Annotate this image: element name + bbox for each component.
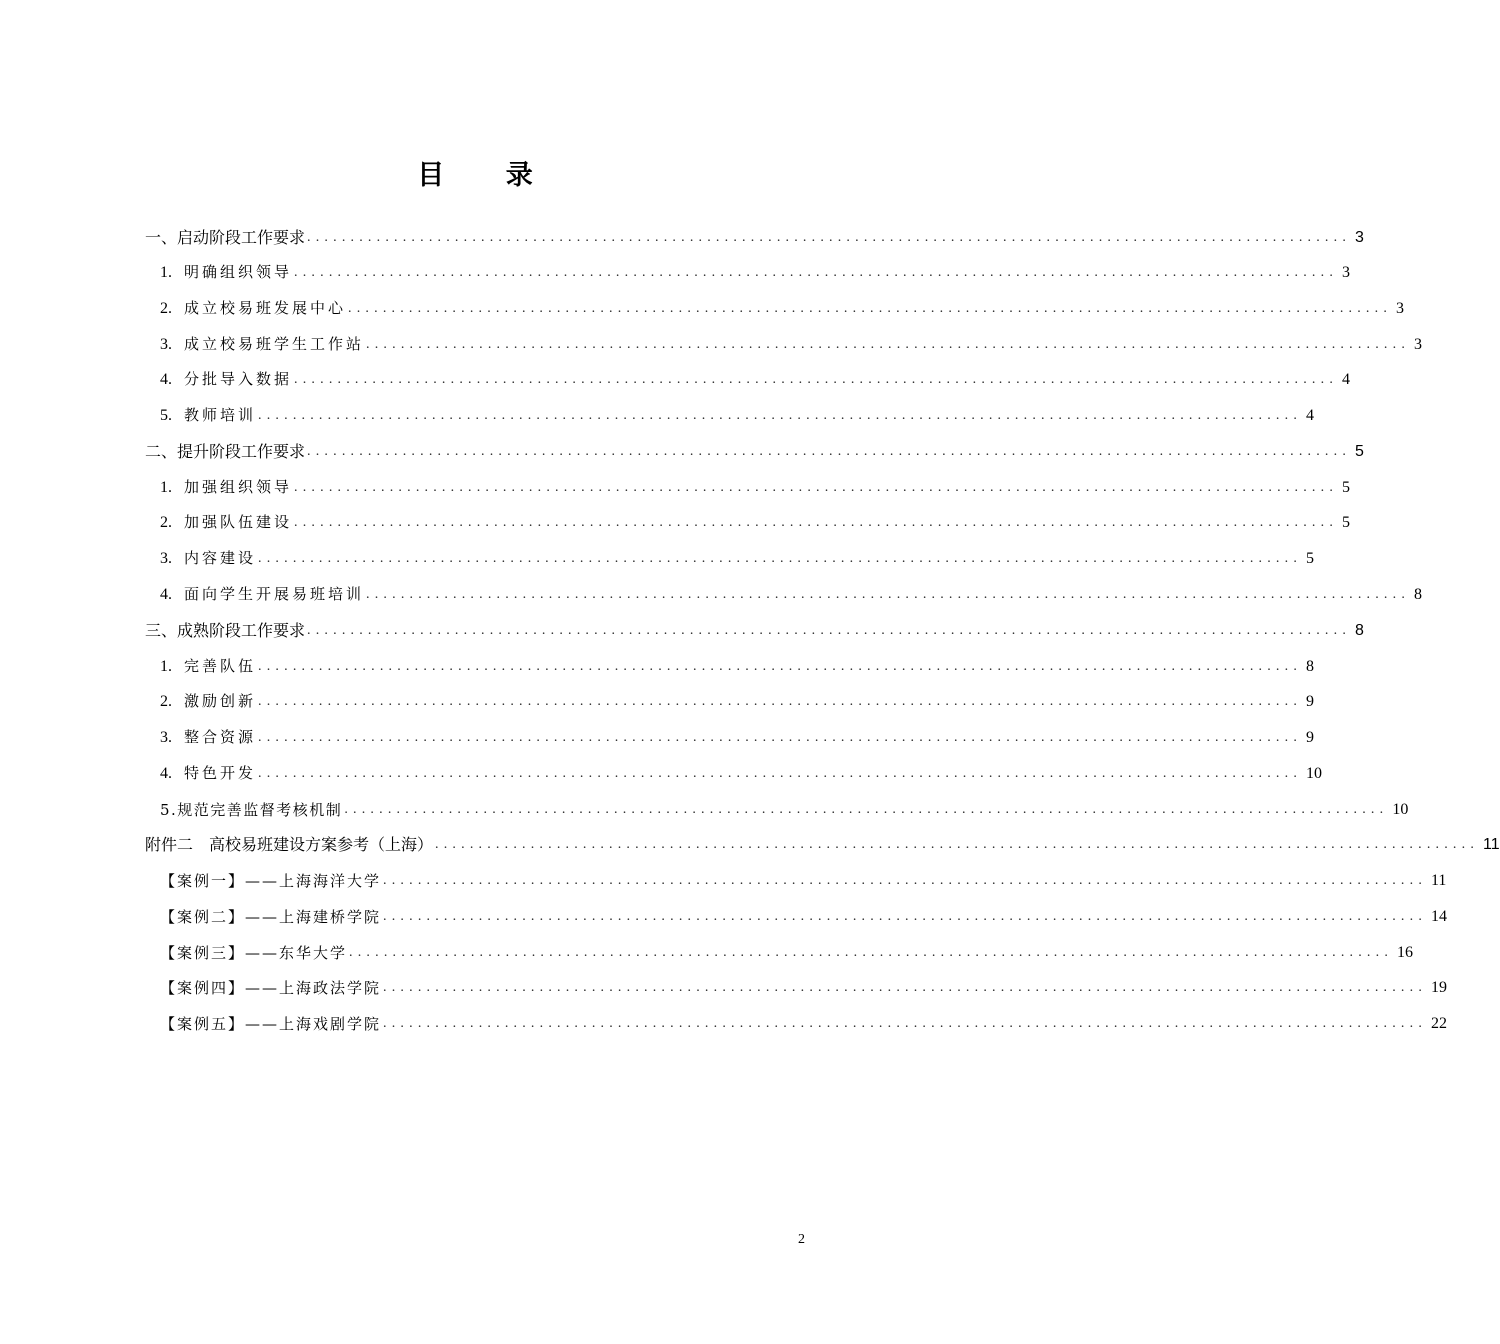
toc-entry[interactable] bbox=[160, 475, 1351, 499]
toc-entry[interactable] bbox=[160, 940, 1414, 964]
toc-entry-page: 8 bbox=[1306, 658, 1315, 675]
toc-entry-page: 4 bbox=[1342, 371, 1351, 388]
toc-entry-page: 3 bbox=[1396, 300, 1405, 317]
toc-leader-dots: ........................................................................................................................ bbox=[258, 551, 1303, 566]
toc-entry-number: 3. bbox=[160, 550, 172, 567]
page-number: 2 bbox=[798, 1232, 805, 1247]
toc-leader-dots: ........................................................................................................................ bbox=[294, 265, 1339, 280]
toc-entry-number: 2. bbox=[160, 514, 172, 531]
toc-leader-dots: ........................................................................................................................ bbox=[349, 945, 1394, 960]
toc-entry[interactable] bbox=[160, 904, 1448, 928]
toc-leader-dots: ........................................................................................................................ bbox=[258, 659, 1303, 674]
toc-leader-dots: ........................................................................................................................ bbox=[294, 372, 1339, 387]
toc-entry-page: 5 bbox=[1355, 443, 1364, 460]
toc-entry-title: 分批导入数据 bbox=[184, 370, 293, 388]
toc-entry-page: 4 bbox=[1306, 407, 1315, 424]
toc-leader-dots: ........................................................................................................................ bbox=[383, 873, 1428, 888]
toc-leader-dots: ........................................................................................................................ bbox=[366, 337, 1411, 352]
toc-entry-page: 22 bbox=[1431, 1015, 1448, 1032]
toc-leader-dots: ........................................................................................................................ bbox=[383, 909, 1428, 924]
toc-entry-title: 内容建设 bbox=[184, 549, 257, 567]
toc-entry-title: 成立校易班发展中心 bbox=[184, 299, 347, 317]
toc-entry-page: 5 bbox=[1342, 514, 1351, 531]
toc-entry-page: 5 bbox=[1306, 550, 1315, 567]
toc-entry[interactable] bbox=[145, 618, 1364, 642]
toc-leader-dots: ........................................................................................................................ bbox=[258, 694, 1303, 709]
toc-entry[interactable] bbox=[160, 975, 1448, 999]
toc-entry-title: 整合资源 bbox=[184, 728, 257, 746]
toc-entry[interactable] bbox=[160, 260, 1351, 284]
toc-entry-number: 1. bbox=[160, 479, 172, 496]
toc-entry-number: 4. bbox=[160, 586, 172, 603]
toc-entry-title: 一、启动阶段工作要求 bbox=[145, 228, 306, 247]
toc-entry-number: 3. bbox=[160, 729, 172, 746]
toc-entry-page: 10 bbox=[1306, 765, 1323, 782]
toc-entry-page: 19 bbox=[1431, 979, 1448, 996]
toc-entry[interactable] bbox=[160, 367, 1351, 391]
toc-leader-dots: ........................................................................................................................ bbox=[383, 980, 1428, 995]
toc-entry-title: 教师培训 bbox=[184, 406, 257, 424]
toc-entry-page: 3 bbox=[1355, 229, 1364, 246]
toc-entry-title: 附件二 高校易班建设方案参考（上海） bbox=[145, 835, 434, 854]
toc-leader-dots: ........................................................................................................................ bbox=[366, 587, 1411, 602]
toc-entry-title: 面向学生开展易班培训 bbox=[184, 585, 365, 603]
toc-leader-dots: ........................................................................................................................ bbox=[307, 444, 1352, 459]
toc-entry-title: 【案例四】——上海政法学院 bbox=[160, 979, 382, 997]
toc-entry[interactable] bbox=[160, 403, 1315, 427]
toc-entry[interactable] bbox=[160, 725, 1315, 749]
toc-entry-page: 16 bbox=[1397, 944, 1414, 961]
toc-entry-page: 5 bbox=[1342, 479, 1351, 496]
toc-entry-number: 1. bbox=[160, 264, 172, 281]
toc-entry-page: 9 bbox=[1306, 729, 1315, 746]
toc-entry-number: 1. bbox=[160, 658, 172, 675]
toc-leader-dots: ........................................................................................................................ bbox=[383, 1016, 1428, 1031]
toc-leader-dots: ........................................................................................................................ bbox=[307, 230, 1352, 245]
toc-leader-dots: ........................................................................................................................ bbox=[294, 480, 1339, 495]
toc-entry-page: 3 bbox=[1414, 336, 1423, 353]
toc-entry-title: 激励创新 bbox=[184, 692, 257, 710]
toc-leader-dots: ........................................................................................................................ bbox=[348, 301, 1393, 316]
toc-leader-dots: ........................................................................................................................ bbox=[344, 802, 1389, 817]
toc-entry[interactable] bbox=[145, 832, 1500, 856]
toc-leader-dots: ........................................................................................................................ bbox=[307, 623, 1352, 638]
toc-entry-number: 4. bbox=[160, 765, 172, 782]
toc-entry-page: 14 bbox=[1431, 908, 1448, 925]
toc-entry[interactable] bbox=[160, 1011, 1448, 1035]
toc-entry-title: 二、提升阶段工作要求 bbox=[145, 442, 306, 461]
toc-entry-page: 8 bbox=[1414, 586, 1423, 603]
toc-entry-page: 11 bbox=[1483, 836, 1500, 853]
toc-entry-title: 加强组织领导 bbox=[184, 478, 293, 496]
toc-entry-title: 5.规范完善监督考核机制 bbox=[160, 801, 343, 819]
toc-entry[interactable] bbox=[160, 797, 1409, 821]
toc-entry-number: 2. bbox=[160, 693, 172, 710]
toc-leader-dots: ........................................................................................................................ bbox=[258, 730, 1303, 745]
toc-leader-dots: ........................................................................................................................ bbox=[294, 515, 1339, 530]
toc-entry[interactable] bbox=[160, 296, 1405, 320]
toc-entry-page: 10 bbox=[1392, 801, 1409, 818]
toc-entry[interactable] bbox=[160, 654, 1315, 678]
toc-entry-page: 11 bbox=[1431, 872, 1447, 889]
toc-entry[interactable] bbox=[160, 546, 1315, 570]
toc-entry-number: 5. bbox=[160, 407, 172, 424]
toc-entry[interactable] bbox=[145, 225, 1364, 249]
toc-entry-title: 明确组织领导 bbox=[184, 263, 293, 281]
toc-entry-number: 2. bbox=[160, 300, 172, 317]
toc-entry-title: 完善队伍 bbox=[184, 657, 257, 675]
toc-leader-dots: ........................................................................................................................ bbox=[258, 408, 1303, 423]
toc-entry-page: 9 bbox=[1306, 693, 1315, 710]
toc-leader-dots: ........................................................................................................................ bbox=[435, 837, 1480, 852]
toc-entry-title: 【案例一】——上海海洋大学 bbox=[160, 872, 382, 890]
toc-entry[interactable] bbox=[160, 689, 1315, 713]
toc-entry-title: 加强队伍建设 bbox=[184, 513, 293, 531]
toc-entry[interactable] bbox=[145, 439, 1364, 463]
toc-entry[interactable] bbox=[160, 868, 1447, 892]
toc-entry-title: 特色开发 bbox=[184, 764, 257, 782]
toc-entry-title: 三、成熟阶段工作要求 bbox=[145, 621, 306, 640]
toc-entry-title: 【案例五】——上海戏剧学院 bbox=[160, 1015, 382, 1033]
toc-entry[interactable] bbox=[160, 510, 1351, 534]
toc-entry-title: 【案例三】——东华大学 bbox=[160, 944, 348, 962]
document-title: 目 录 bbox=[417, 160, 559, 191]
toc-entry[interactable] bbox=[160, 332, 1423, 356]
toc-entry-title: 成立校易班学生工作站 bbox=[184, 335, 365, 353]
toc-entry[interactable] bbox=[160, 761, 1323, 785]
toc-entry-number: 3. bbox=[160, 336, 172, 353]
toc-entry-number: 4. bbox=[160, 371, 172, 388]
toc-entry-title: 【案例二】——上海建桥学院 bbox=[160, 908, 382, 926]
toc-entry-page: 8 bbox=[1355, 622, 1364, 639]
toc-entry-page: 3 bbox=[1342, 264, 1351, 281]
toc-leader-dots: ........................................................................................................................ bbox=[258, 766, 1303, 781]
toc-entry[interactable] bbox=[160, 582, 1423, 606]
